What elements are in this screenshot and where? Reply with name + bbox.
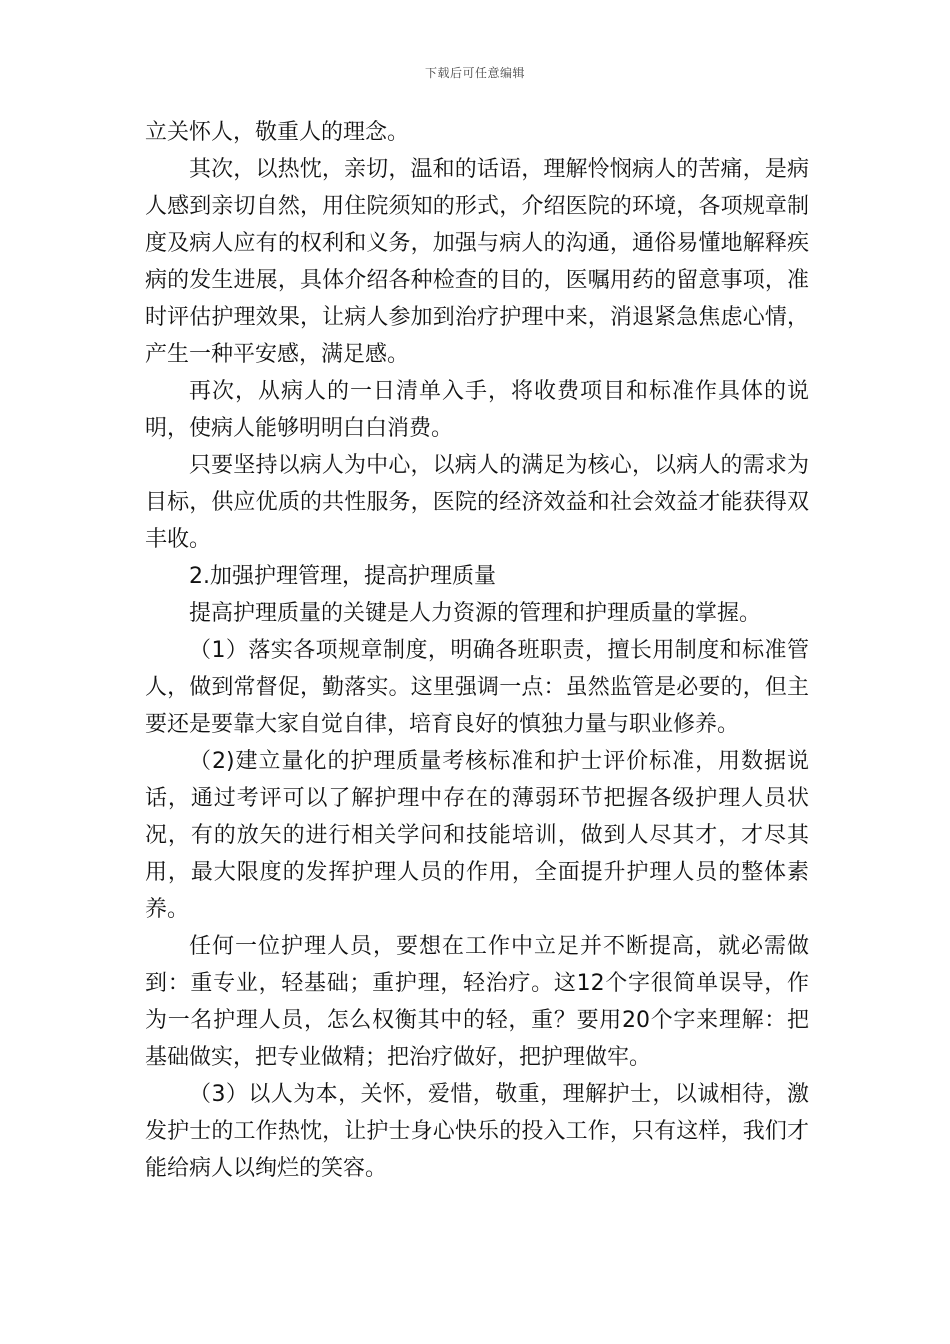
paragraph-secondly: 其次，以热忱，亲切，温和的话语，理解怜悯病人的苦痛，是病人感到亲切自然，用住院须知的形式，介绍医院的环境，各项规章制度及病人应有的权利和义务，加强与病人的沟通，通俗易懂地解释疾病的发生进展，具体介绍各种检查的目的，医嘱用药的留意事项，准时评估护理效果，让病人参加到治疗护理中来，消退紧急焦虑心情，产生一种平安感，满足感。 (145, 157, 809, 367)
paragraph-item-3: （3）以人为本，关怀，爱惜，敬重，理解护士，以诚相待，激发护士的工作热忱，让护士身心快乐的投入工作，只有这样，我们才能给病人以绚烂的笑容。 (145, 1082, 809, 1181)
paragraph-thirdly: 再次，从病人的一日清单入手，将收费项目和标准作具体的说明，使病人能够明明白白消费。 (145, 379, 809, 441)
paragraph-item-1: （1）落实各项规章制度，明确各班职责，擅长用制度和标准管人，做到常督促，勤落实。这里强调一点：虽然监管是必要的，但主要还是要靠大家自觉自律，培育良好的慎独力量与职业修养。 (145, 638, 809, 737)
paragraph-any-nurse: 任何一位护理人员，要想在工作中立足并不断提高，就必需做到：重专业，轻基础；重护理，轻治疗。这12个字很简单误导，作为一名护理人员，怎么权衡其中的轻，重？要用20个字来理解：把基础做实，把专业做精；把治疗做好，把护理做牢。 (145, 934, 809, 1070)
paragraph-patient-centered: 只要坚持以病人为中心，以病人的满足为核心，以病人的需求为目标，供应优质的共性服务，医院的经济效益和社会效益才能获得双丰收。 (145, 453, 809, 552)
page-header-note: 下载后可任意编辑 (424, 66, 525, 80)
paragraph-continuation: 立关怀人，敬重人的理念。 (145, 120, 410, 145)
paragraph-quality-key: 提高护理质量的关键是人力资源的管理和护理质量的掌握。 (189, 601, 762, 626)
paragraph-item-2: （2)建立量化的护理质量考核标准和护士评价标准，用数据说话，通过考评可以了解护理中存在的薄弱环节把握各级护理人员状况，有的放矢的进行相关学问和技能培训，做到人尽其才，才尽其用，最大限度的发挥护理人员的作用，全面提升护理人员的整体素养。 (145, 749, 809, 922)
section-heading-nursing-management: 2.加强护理管理，提高护理质量 (189, 564, 496, 589)
document-body (145, 114, 809, 1187)
